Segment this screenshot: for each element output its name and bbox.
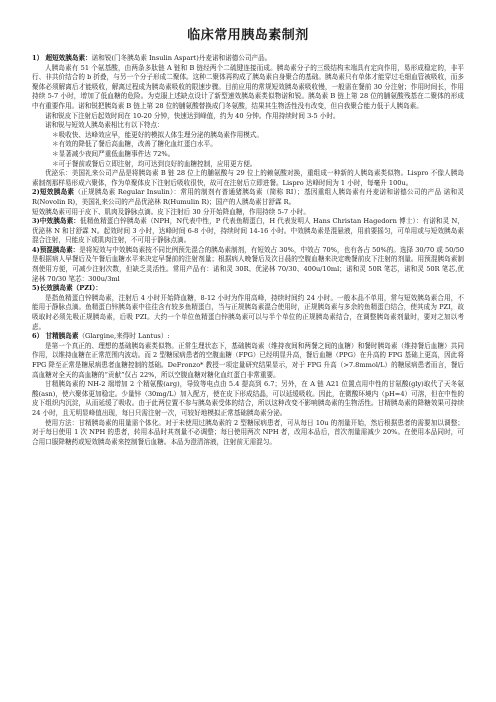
section-heading: 2)短效胰岛素	[32, 188, 75, 197]
body-paragraph: 人胰岛素有 51 个氨基酸，由两条多肽链 A 链和 B 链经两个二硫键连接而成。胰岛素分子的三级结构末端具有定向作用，易形成稳定的，非平行、非共价结合的 b 折叠，与另一个分子形成二聚体。这种二聚体再构成了胰岛素自身聚合的基础。胰岛素只有单体才能穿过毛细血管被吸收，而多聚体必须解离后才能吸收，解离过程成为胰岛素吸收的限速步骤。目前应用的常规短效胰岛素吸收慢，一般需在餐前 30 分注射；作用时间长，作用持续 5-7 小时，增加了低血糖的危险。为克服上述缺点设计了新型速效胰岛素类似物诺和锐。胰岛素 B 链上第 28 位的脯氨酸残基在二聚体的形成中有重要作用。诺和锐把胰岛素 B 链上第 28 位的脯氨酸替换成门冬氨酸，结果其生物活性没有改变，但自我聚合能力低于人胰岛素。	[32, 63, 464, 110]
section-heading: 6） 甘精胰岛素	[32, 332, 79, 341]
bullet-item: ＊吸收快、达峰效应早，能更好的模拟人体生理分泌的胰岛素作用模式。	[52, 130, 263, 139]
section-text: （Glargine,来得时 Lantus）:	[78, 332, 170, 341]
body-paragraph: 短效胰岛素可用于皮下、肌肉及静脉点滴。皮下注射后 30 分开始降血糖，作用持续 5-7 小时。	[32, 207, 310, 216]
bullet-item: ＊有效的降低了餐后高血糖，改善了糖化血红蛋白水平。	[52, 140, 217, 149]
body-paragraph: 优泌乐：美国礼来公司产品是将胰岛素 B 链 28 位上的脯氨酸与 29 位上的赖氨酸对换，重组成一种新的人胰岛素类似物。Lispro 不像人胰岛素制剂那样易形成六聚体，作为单聚体皮下注射后吸收很快，故可在注射后立即进餐。Lispro 达峰时间为 1 小时，每毫升 100u。	[32, 169, 464, 187]
body-paragraph: 是指鱼精蛋白锌胰岛素，注射后 4 小时开始降血糖，8-12 小时为作用高峰，持续时间约 24 小时。一般本品不单用，常与短效胰岛素合用，不能用于静脉点滴。鱼精蛋白锌胰岛素中往往含有较多鱼精蛋白，当与正规胰岛素混合使用时，正规胰岛素与多余的鱼精蛋白结合，使其成为 PZI，故吸取时必须先吸正规胰岛素，后吸 PZI。大约一个单位鱼精蛋白锌胰岛素可以与半个单位的正规胰岛素结合，在调整胰岛素剂量时，要对之加以考虑。	[32, 293, 464, 331]
section-text: 诺和锐(门冬胰岛素 Insulin Aspart)丹麦诺和诺德公司产品。	[91, 54, 272, 62]
section-heading: 1） 超短效胰岛素：	[32, 54, 92, 62]
section-heading: 3)中效胰岛素：	[32, 217, 80, 226]
section-heading: 4)预混胰岛素：	[32, 245, 80, 254]
body-paragraph: 诺和锐皮下注射后起效时间在 10-20 分钟，快速达到峰值，约为 40 分钟。作用持续时间 3-5 小时。	[45, 111, 340, 120]
document-title: 临床常用胰岛素制剂	[187, 28, 309, 43]
section-paragraph	[32, 188, 464, 207]
section-paragraph	[32, 54, 464, 64]
body-paragraph: 诺和锐与短效人胰岛素相比有以下特点：	[45, 121, 164, 130]
body-paragraph: 是第一个真正的、理想的基础胰岛素类似物。正常生理状态下，基础胰岛素（维持夜间和两餐之间的血糖）和餐时胰岛素（维持餐后血糖）共同作用，以维持血糖在正常范围内波动。而 2 型糖尿病患者的空腹血糖（FPG）已经明显升高，餐后血糖（PPG）在升高的 FPG 基础上更高，因此将 FPG 降至正常是糖尿病患者血糖控制的基础。DeFronzo* 教授一项定量研究结果显示，对于 FPG 升高（>7.8mmol/L）的糖尿病患者而言，餐后高血糖对全天的高血糖的“贡献”仅占 22%，所以空腹血糖对糖化血红蛋白非常重要。	[32, 341, 464, 379]
section-paragraph	[32, 332, 464, 342]
bullet-item: ＊显著减少夜间严重低血糖事件达 72%。	[52, 149, 175, 158]
section-heading: 5)长效胰岛素（PZI）：	[32, 284, 103, 293]
document-body	[32, 54, 464, 447]
section-paragraph	[32, 284, 464, 294]
section-text: 低精鱼精蛋白锌胰岛素（NPH，N代表中性，P 代表鱼精蛋白，H 代表发明人 Hans Christan Hagedorn 博士）：有诺和灵 N，优泌林 N 和甘舒霖 N。起效时间 3 小时，达峰时间 6-8 小时，持续时间 14-16 小时。中效胰岛素是混悬液，用前要摇匀，可单用或与短效胰岛素混合注射，只能皮下或肌肉注射，不可用于静脉点滴。	[32, 217, 464, 245]
body-paragraph: 使用方法：甘精胰岛素的用量需个体化。对于未使用过胰岛素的 2 型糖尿病患者，可从每日 10u 的剂量开始，然后根据患者的需要加以调整；对于每日使用 1 次 NPH 的患者，转用本品时其剂量不必调整；每日使用两次 NPH 者，改用本品后，首次剂量需减少 20%。在使用本品同时，可合用口服降糖药或短效胰岛素来控制餐后血糖。本品为澄清溶液，注射前无需混匀。	[32, 418, 464, 446]
body-paragraph: 甘精胰岛素的 NH-2 端增加 2 个精氨酸(arg)，导致等电点由 5.4 提高到 6.7；另外，在 A 链 A21 位置点用中性的甘氨酸(gly)取代了天冬氨酸(asn)，使六聚体更加稳定。少量锌（30mg/L）加入配方，使在皮下形成结晶，可以延缓吸收。因此，在微酸环境内（pH=4）可溶，但在中性的皮下组织内沉淀，从而延缓了吸收。由于此两位置不参与胰岛素受体的结合，所以这种改变不影响胰岛素的生物活性。甘精胰岛素的降糖效果可持续 24 小时，且无明显峰值出现，每日只需注射一次，可较好地模拟正常基础胰岛素分泌。	[32, 380, 464, 417]
section-paragraph	[32, 217, 464, 246]
section-text: 是将短效与中效胰岛素按不同比例预先混合的胰岛素制剂，有短效占 30%，中效占 70%，也有各占 50%的。选择 30/70 或 50/50 是根据病人早餐后及午餐后血糖水平来决定早餐前的注射剂量；根据病人晚餐后及次日晨的空腹血糖来决定晚餐前皮下注射的剂量。用预混胰岛素制剂使用方便，可减少注射次数，但缺乏灵活性。常用产品有：诺和灵 30R、优泌林 70/30、400u/10ml；诺和灵 50R 笔芯，诺和灵 50R 笔芯,优泌林 70/30 笔芯：300u/3ml	[32, 245, 464, 283]
section-text: （正规胰岛素 Regular Insulin）：常用的制剂有普通猪胰岛素（简称 RI）；基因重组人胰岛素有丹麦诺和诺德公司的产品 诺和灵 R(Novolin R)，美国礼来公司的产品优泌林 R(Humulin R)；国产的人胰岛素甘舒霖 R。	[32, 188, 464, 206]
section-paragraph	[32, 246, 464, 284]
bullet-item: ＊可于餐前或餐后立即注射，均可达到良好的血糖控制，应用更方便。	[52, 159, 257, 168]
